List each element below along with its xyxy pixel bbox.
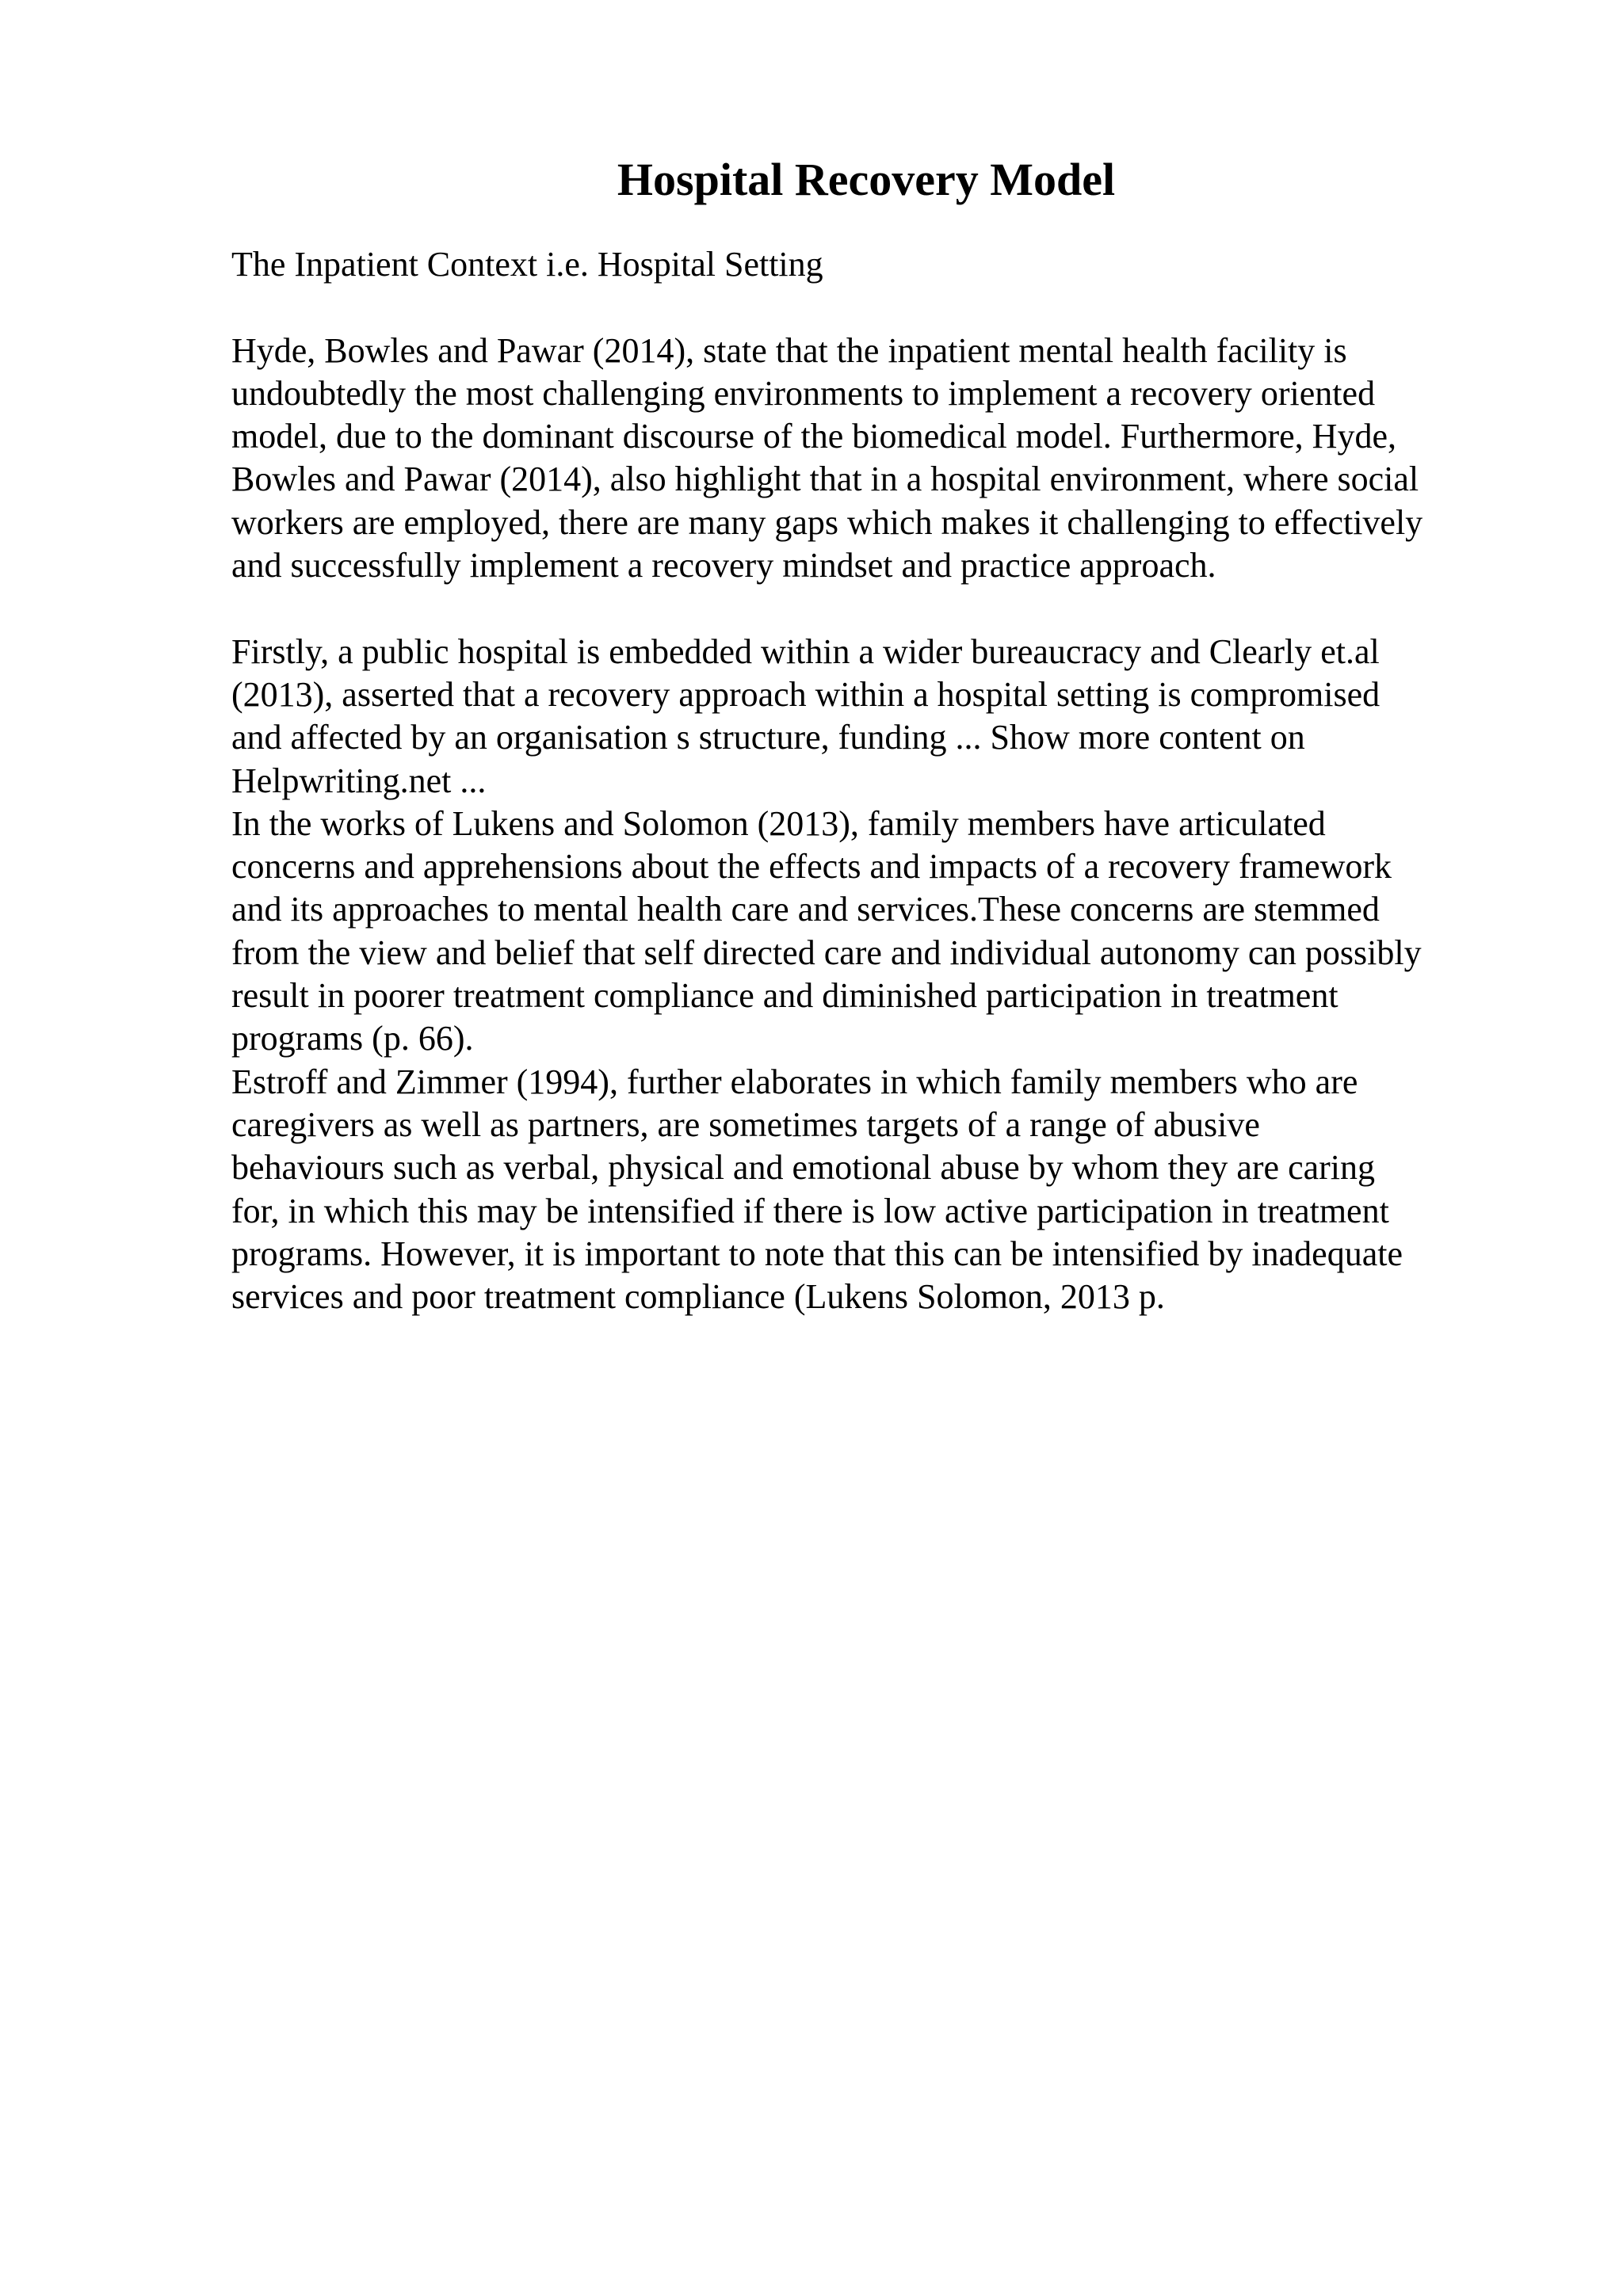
paragraph-line: and affected by an organisation s structure, funding ... Show more content on [231,718,1305,757]
paragraph-line: from the view and belief that self directed care and individual autonomy can possibly [231,933,1422,972]
paragraph-2 [231,631,1594,803]
paragraph-line: result in poorer treatment compliance and diminished participation in treatment [231,976,1338,1016]
document-subtitle: The Inpatient Context i.e. Hospital Setting [231,245,823,284]
paragraph-line: and successfully implement a recovery mindset and practice approach. [231,546,1216,585]
paragraph-line: for, in which this may be intensified if there is low active participation in treatment [231,1191,1389,1230]
paragraph-line: programs. However, it is important to note that this can be intensified by inadequate [231,1234,1403,1273]
paragraph-line: (2013), asserted that a recovery approach within a hospital setting is compromised [231,674,1381,714]
paragraph-line: caregivers as well as partners, are sometimes targets of a range of abusive [231,1104,1260,1144]
paragraph-line: In the works of Lukens and Solomon (2013), family members have articulated [231,803,1326,843]
paragraph-spacer [231,587,1594,630]
paragraph-4 [231,1061,1594,1319]
paragraph-line: model, due to the dominant discourse of the biomedical model. Furthermore, Hyde, [231,417,1396,456]
document-title: Hospital Recovery Model [617,154,1116,205]
paragraph-spacer [231,286,1594,329]
paragraph-line: undoubtedly the most challenging environments to implement a recovery oriented [231,373,1376,413]
paragraph-3 [231,803,1594,1061]
paragraph-line: Helpwriting.net ... [231,761,487,800]
paragraph-line: services and poor treatment compliance (Lukens Solomon, 2013 p. [231,1277,1165,1317]
paragraph-1 [231,330,1594,588]
paragraph-line: Bowles and Pawar (2014), also highlight that in a hospital environment, where social [231,460,1419,499]
paragraph-line: workers are employed, there are many gaps which makes it challenging to effectively [231,502,1423,542]
paragraph-line: and its approaches to mental health care and services.These concerns are stemmed [231,890,1380,929]
paragraph-line: Firstly, a public hospital is embedded within a wider bureaucracy and Clearly et.al [231,631,1380,671]
document-body [231,243,1594,1318]
paragraph-line: concerns and apprehensions about the effects and impacts of a recovery framework [231,847,1392,887]
paragraph-line: Estroff and Zimmer (1994), further elaborates in which family members who are [231,1062,1358,1101]
paragraph-line: behaviours such as verbal, physical and emotional abuse by whom they are caring [231,1148,1375,1188]
paragraph-line: programs (p. 66). [231,1019,474,1058]
paragraph-line: Hyde, Bowles and Pawar (2014), state that the inpatient mental health facility is [231,330,1347,370]
